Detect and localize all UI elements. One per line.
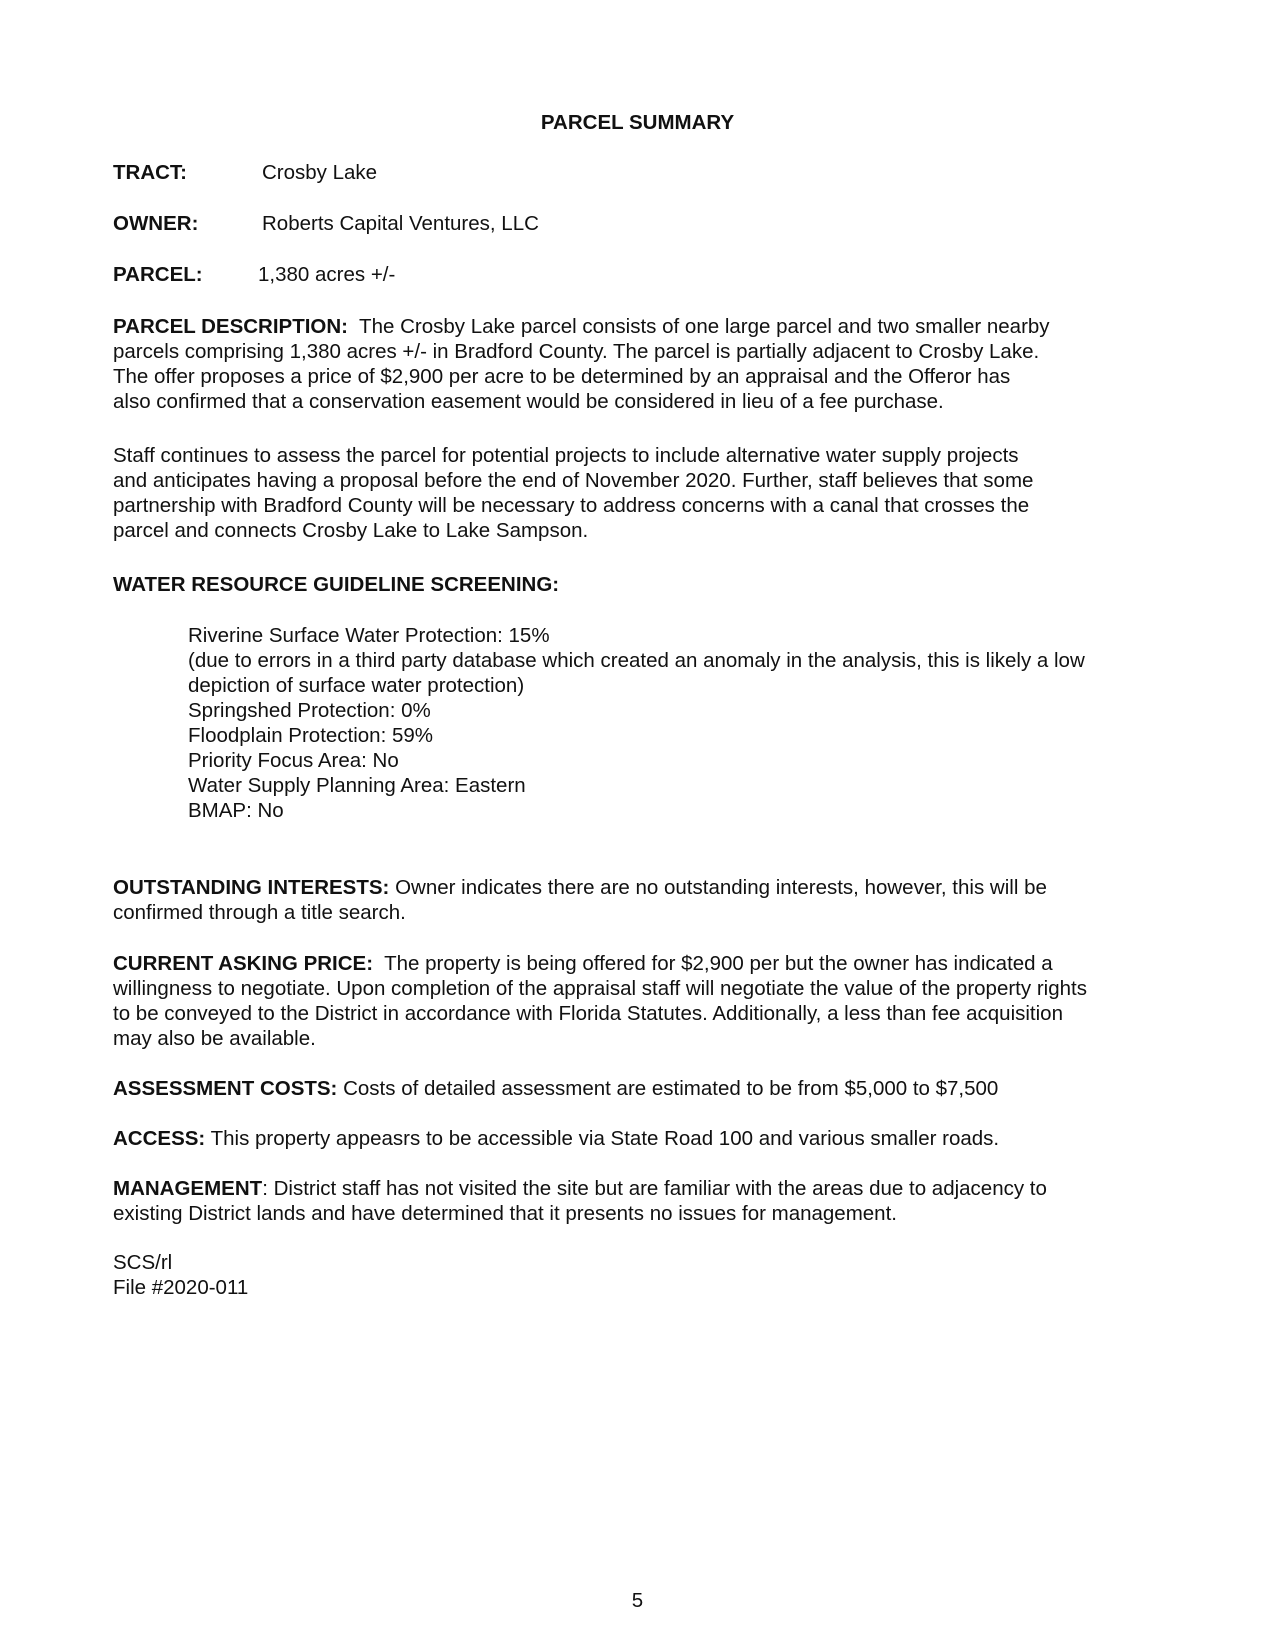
tract-field	[113, 160, 1173, 185]
assessment-costs-label: ASSESSMENT COSTS:	[113, 1077, 338, 1100]
staff-paragraph-line: parcel and connects Crosby Lake to Lake Sampson.	[113, 519, 589, 542]
screening-item: BMAP: No	[188, 799, 284, 822]
asking-price-line: CURRENT ASKING PRICE: The property is being offered for $2,900 per but the owner has indicated a	[113, 952, 1053, 975]
asking-price-line: willingness to negotiate. Upon completion of the appraisal staff will negotiate the value of the property rights	[113, 977, 1087, 1000]
asking-price-label: CURRENT ASKING PRICE:	[113, 952, 374, 975]
parcel-label: PARCEL:	[113, 263, 203, 286]
initials: SCS/rl	[113, 1251, 173, 1274]
access-label: ACCESS:	[113, 1127, 206, 1150]
outstanding-interests-label: OUTSTANDING INTERESTS:	[113, 876, 390, 899]
screening-item: (due to errors in a third party database which created an anomaly in the analysis, this is likely a low	[188, 649, 1085, 672]
staff-paragraph-line: and anticipates having a proposal before the end of November 2020. Further, staff believes that some	[113, 469, 1034, 492]
staff-paragraph-line: partnership with Bradford County will be necessary to address concerns with a canal that crosses the	[113, 494, 1030, 517]
access	[113, 1126, 1168, 1151]
assessment-costs	[113, 1076, 1168, 1101]
screening-item: Priority Focus Area: No	[188, 749, 399, 772]
access-line: ACCESS: This property appeasrs to be accessible via State Road 100 and various smaller roads.	[113, 1127, 1000, 1150]
tract-label: TRACT:	[113, 161, 188, 184]
parcel-description-label: PARCEL DESCRIPTION:	[113, 315, 349, 338]
screening-heading: WATER RESOURCE GUIDELINE SCREENING:	[113, 573, 560, 596]
current-asking-price	[113, 951, 1168, 1051]
parcel-field	[113, 262, 1173, 287]
file-number: File #2020-011	[113, 1276, 249, 1299]
file-reference	[113, 1250, 248, 1300]
management-line: existing District lands and have determined that it presents no issues for management.	[113, 1202, 897, 1225]
screening-item: Riverine Surface Water Protection: 15%	[188, 624, 550, 647]
asking-price-line: to be conveyed to the District in accordance with Florida Statutes. Additionally, a less than fee acquisition	[113, 1002, 1063, 1025]
screening-item: Springshed Protection: 0%	[188, 699, 431, 722]
screening-item: Floodplain Protection: 59%	[188, 724, 434, 747]
page-number: 5	[631, 1589, 644, 1612]
screening-item: Water Supply Planning Area: Eastern	[188, 774, 526, 797]
staff-paragraph-line: Staff continues to assess the parcel for potential projects to include alternative water supply projects	[113, 444, 1019, 467]
parcel-value: 1,380 acres +/-	[258, 263, 396, 286]
parcel-description-line: also confirmed that a conservation easement would be considered in lieu of a fee purchase.	[113, 390, 944, 413]
tract-value: Crosby Lake	[262, 161, 378, 184]
parcel-description	[113, 314, 1168, 414]
assessment-costs-line: ASSESSMENT COSTS: Costs of detailed assessment are estimated to be from $5,000 to $7,500	[113, 1077, 999, 1100]
parcel-description-line: The offer proposes a price of $2,900 per acre to be determined by an appraisal and the Offeror has	[113, 365, 1011, 388]
asking-price-line: may also be available.	[113, 1027, 316, 1050]
outstanding-interests-line: OUTSTANDING INTERESTS: Owner indicates there are no outstanding interests, however, this will be	[113, 876, 1047, 899]
owner-value: Roberts Capital Ventures, LLC	[262, 212, 539, 235]
screening-list	[188, 623, 1168, 823]
management	[113, 1176, 1168, 1226]
parcel-description-line: PARCEL DESCRIPTION: The Crosby Lake parcel consists of one large parcel and two smaller nearby	[113, 315, 1050, 338]
page-title: PARCEL SUMMARY	[540, 111, 735, 134]
screening-item: depiction of surface water protection)	[188, 674, 525, 697]
management-line: MANAGEMENT: District staff has not visited the site but are familiar with the areas due to adjacency to	[113, 1177, 1047, 1200]
outstanding-interests-line: confirmed through a title search.	[113, 901, 406, 924]
owner-label: OWNER:	[113, 212, 199, 235]
owner-field	[113, 211, 1173, 236]
staff-paragraph	[113, 443, 1168, 543]
management-label: MANAGEMENT	[113, 1177, 263, 1200]
parcel-description-line: parcels comprising 1,380 acres +/- in Bradford County. The parcel is partially adjacent to Crosby Lake.	[113, 340, 1040, 363]
outstanding-interests	[113, 875, 1168, 925]
